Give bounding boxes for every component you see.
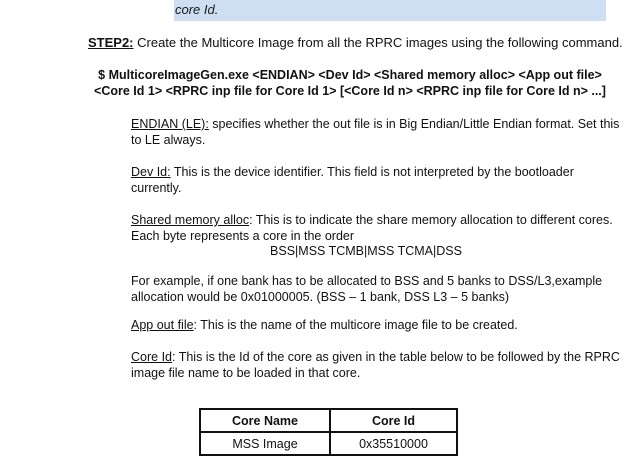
step2-label: STEP2:	[88, 35, 134, 50]
previous-line-fragment: core Id.	[175, 2, 219, 17]
endian-param	[131, 116, 619, 148]
command-line-1: $ MulticoreImageGen.exe <ENDIAN> <Dev Id> <Shared memory alloc> <App out file>	[98, 68, 602, 82]
example-line-1: For example, if one bank has to be allocated to BSS and 5 banks to DSS/L3,example	[131, 274, 603, 288]
header-core-name: Core Name	[200, 409, 330, 432]
example-paragraph	[131, 273, 602, 305]
selection-highlight	[174, 0, 606, 21]
core-id-param	[131, 349, 620, 381]
shared-mem-term: Shared memory alloc	[131, 213, 250, 227]
cell-core-name: MSS Image	[200, 432, 330, 455]
endian-desc-2: to LE always.	[131, 133, 206, 147]
table-row	[200, 432, 457, 455]
shared-mem-param	[131, 212, 613, 244]
dev-id-param	[131, 164, 574, 196]
endian-desc-1: specifies whether the out file is in Big Endian/Little Endian format. Set this	[208, 117, 620, 131]
app-out-term: App out file	[131, 318, 194, 332]
command-line-2: <Core Id 1> <RPRC inp file for Core Id 1> [<Core Id n> <RPRC inp file for Core Id n> ...]	[94, 84, 606, 98]
core-id-desc-2: image file name to be loaded in that core.	[131, 366, 361, 380]
header-core-id: Core Id	[330, 409, 457, 432]
cell-core-id: 0x35510000	[330, 432, 457, 455]
core-id-desc-1: : This is the Id of the core as given in the table below to be followed by the RPRC	[172, 350, 620, 364]
shared-mem-order: BSS|MSS TCMB|MSS TCMA|DSS	[270, 244, 462, 258]
dev-id-term: Dev Id:	[131, 165, 171, 179]
shared-mem-desc-2: Each byte represents a core in the order	[131, 229, 355, 243]
dev-id-desc-2: currently.	[131, 181, 182, 195]
core-table	[199, 408, 458, 456]
table-header-row	[200, 409, 457, 432]
core-id-term: Core Id	[131, 350, 172, 364]
endian-term: ENDIAN (LE):	[131, 117, 209, 131]
shared-mem-desc-1: : This is to indicate the share memory allocation to different cores.	[249, 213, 613, 227]
app-out-param	[131, 317, 518, 333]
app-out-desc: : This is the name of the multicore image file to be created.	[193, 318, 518, 332]
step2-text: Create the Multicore Image from all the RPRC images using the following command.	[133, 35, 623, 50]
example-line-2: allocation would be 0x01000005. (BSS – 1 bank, DSS L3 – 5 banks)	[131, 290, 510, 304]
step2-paragraph	[88, 35, 623, 50]
dev-id-desc-1: This is the device identifier. This field is not interpreted by the bootloader	[170, 165, 574, 179]
